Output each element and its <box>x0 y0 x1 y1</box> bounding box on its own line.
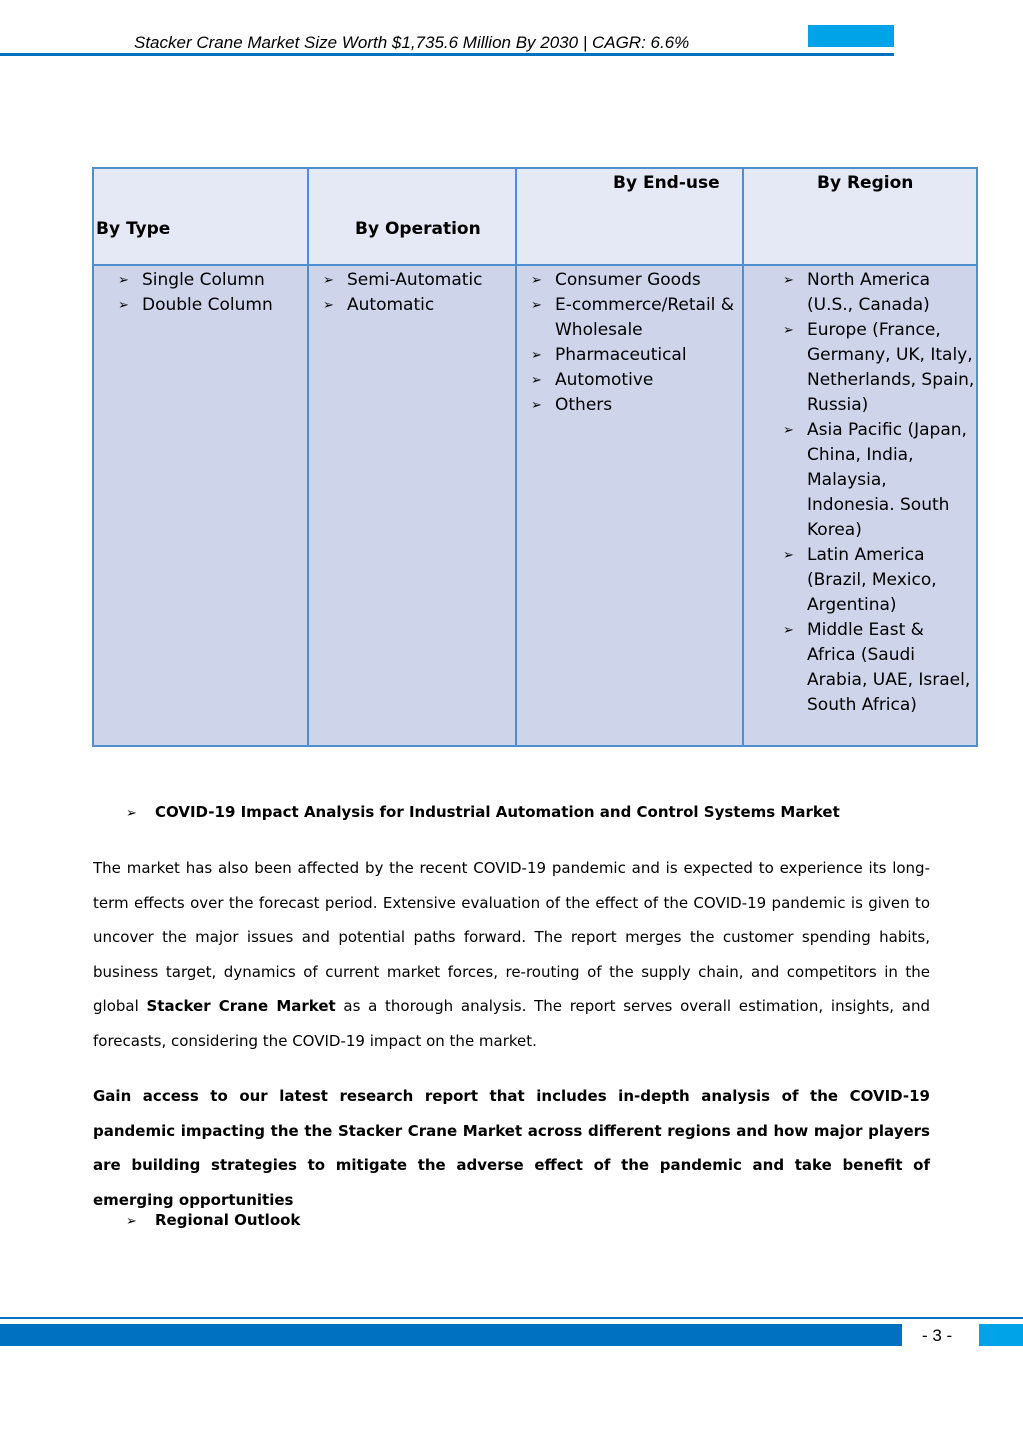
list-item: ➢ E-commerce/Retail & Wholesale <box>531 295 735 340</box>
list-item: ➢ Pharmaceutical <box>507 343 742 368</box>
arrow-bullet-icon: ➢ <box>126 806 137 821</box>
header-accent-block <box>808 25 894 47</box>
list-item: ➢ Single Column <box>94 268 307 293</box>
end-use-list <box>507 266 742 418</box>
footer-bar <box>0 1324 902 1346</box>
arrow-bullet-icon: ➢ <box>783 323 794 338</box>
operation-list <box>299 266 515 318</box>
list-item: ➢ Europe (France, Germany, UK, Italy, Netherlands, Spain, Russia) <box>783 320 975 415</box>
arrow-bullet-icon: ➢ <box>323 273 334 288</box>
arrow-bullet-icon: ➢ <box>323 298 334 313</box>
header-cell-type <box>93 168 308 265</box>
arrow-bullet-icon: ➢ <box>531 273 542 288</box>
list-item: ➢ Semi-Automatic <box>299 268 515 293</box>
report-access-cta: Gain access to our latest research report that includes in-depth analysis of the COVID-19 pandemic impacting the the Stacker Crane Market across different regions and how major players are building strategies to mitigate the adverse effect of the pandemic and take benefit of emerging opportunities <box>93 1087 930 1209</box>
covid-section-heading: ➢ COVID-19 Impact Analysis for Industrial Automation and Control Systems Market <box>126 803 840 821</box>
arrow-bullet-icon: ➢ <box>783 548 794 563</box>
list-item: ➢ Double Column <box>94 293 307 318</box>
covid-paragraph: The market has also been affected by the recent COVID-19 pandemic and is expected to experience its long-term effects over the forecast period. Extensive evaluation of the effect of the COVID-19 pandemic is given to uncover the major issues and potential paths forward. The report merges the customer spending habits, business target, dynamics of current market forces, re-routing of the supply chain, and competitors in the global Stacker Crane Market as a thorough analysis. The report serves overall estimation, insights, and forecasts, considering the COVID-19 impact on the market. <box>93 859 930 1050</box>
footer-divider <box>0 1317 1023 1319</box>
header-by-end-use: By End-use <box>613 173 720 193</box>
type-list <box>94 266 307 318</box>
header-cell-end-use <box>516 168 743 265</box>
header-by-operation: By Operation <box>355 219 481 239</box>
list-item: ➢ Middle East & Africa (Saudi Arabia, UAE, Israel, South Africa) <box>783 620 971 715</box>
arrow-bullet-icon: ➢ <box>531 398 542 413</box>
header-cell-operation <box>308 168 516 265</box>
page-header-title: Stacker Crane Market Size Worth $1,735.6 Million By 2030 | CAGR: 6.6% <box>134 33 690 52</box>
segmentation-body-row <box>93 265 977 746</box>
header-by-region: By Region <box>817 173 914 193</box>
header-by-type: By Type <box>96 219 171 239</box>
regional-outlook-heading: ➢ Regional Outlook <box>126 1211 301 1229</box>
segmentation-table <box>92 167 978 747</box>
arrow-bullet-icon: ➢ <box>118 273 129 288</box>
operation-cell <box>308 265 516 746</box>
list-item: ➢ Others <box>507 393 742 418</box>
list-item: ➢ Automatic <box>299 293 515 318</box>
market-name-bold: Stacker Crane Market <box>146 997 336 1016</box>
arrow-bullet-icon: ➢ <box>531 348 542 363</box>
type-cell <box>93 265 308 746</box>
region-cell <box>743 265 977 746</box>
arrow-bullet-icon: ➢ <box>783 623 794 638</box>
list-item: ➢ North America (U.S., Canada) <box>783 270 931 315</box>
list-item: ➢ Asia Pacific (Japan, China, India, Malaysia, Indonesia. South Korea) <box>783 420 967 540</box>
arrow-bullet-icon: ➢ <box>783 273 794 288</box>
list-item: ➢ Latin America (Brazil, Mexico, Argentina) <box>783 545 937 615</box>
arrow-bullet-icon: ➢ <box>531 373 542 388</box>
end-use-cell <box>516 265 743 746</box>
header-divider <box>0 53 894 56</box>
header-cell-region <box>743 168 977 265</box>
footer-accent-block <box>979 1324 1023 1346</box>
list-item: ➢ Consumer Goods <box>507 268 742 293</box>
arrow-bullet-icon: ➢ <box>118 298 129 313</box>
arrow-bullet-icon: ➢ <box>531 298 542 313</box>
arrow-bullet-icon: ➢ <box>126 1214 137 1229</box>
arrow-bullet-icon: ➢ <box>783 423 794 438</box>
segmentation-header-row <box>93 168 977 265</box>
region-list <box>759 266 976 718</box>
list-item: ➢ Automotive <box>507 368 742 393</box>
page-number: - 3 - <box>922 1326 953 1345</box>
